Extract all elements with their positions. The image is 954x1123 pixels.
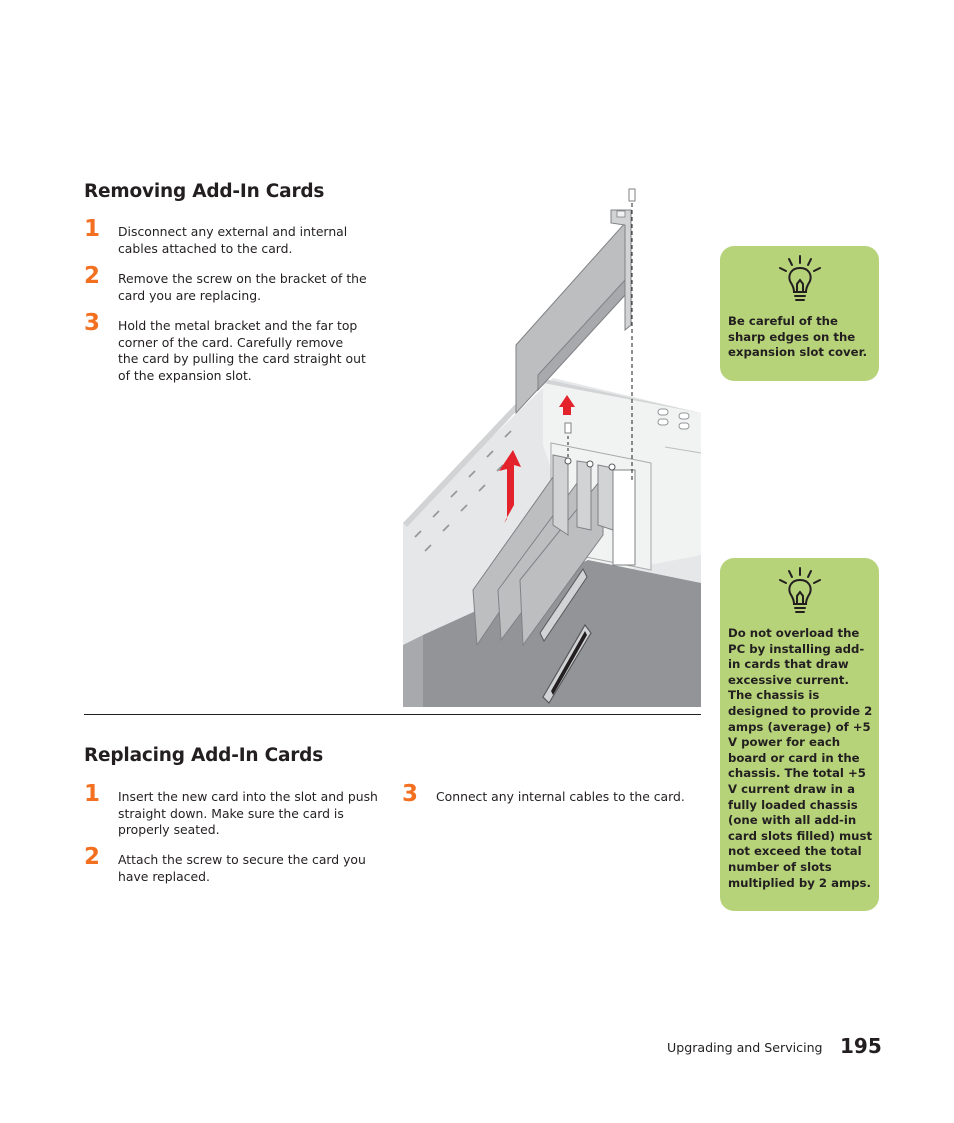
- section-divider: [84, 714, 701, 715]
- tip-text: Do not overload the PC by installing add-in cards that draw excessive current. The chassis is designed to provide 2 amps (average) of +5 V power for each board or card in the chassis. The total +5 V current draw in a fully loaded chassis (one with all add-in card slots filled) must not exceed the total number of slots multiplied by 2 amps.: [728, 626, 873, 890]
- card-removal-illustration: [403, 185, 701, 711]
- replacing-heading: Replacing Add-In Cards: [84, 745, 324, 766]
- step-text: Hold the metal bracket and the far top corner of the card. Carefully remove the card by pulling the card straight out of the expansion slot.: [118, 318, 366, 383]
- step-number: 2: [84, 263, 101, 289]
- step-text: Remove the screw on the bracket of the card you are replacing.: [118, 271, 367, 303]
- removing-heading: Removing Add-In Cards: [84, 181, 325, 202]
- tip-box-power: [720, 558, 879, 911]
- step-number: 3: [84, 310, 101, 336]
- step-number: 1: [84, 216, 101, 242]
- step-number: 2: [84, 844, 101, 870]
- lightbulb-icon: [776, 566, 824, 618]
- footer-section-title: Upgrading and Servicing: [667, 1040, 823, 1055]
- page-number: 195: [840, 1034, 882, 1058]
- step-number: 1: [84, 781, 101, 807]
- step-text: Connect any internal cables to the card.: [436, 789, 685, 804]
- step-text: Insert the new card into the slot and push straight down. Make sure the card is properly seated.: [118, 789, 378, 838]
- tip-text: Be careful of the sharp edges on the expansion slot cover.: [728, 314, 868, 360]
- lightbulb-icon: [776, 254, 824, 306]
- tip-box-sharp-edges: [720, 246, 879, 381]
- step-number: 3: [402, 781, 419, 807]
- step-text: Disconnect any external and internal cables attached to the card.: [118, 224, 348, 256]
- step-text: Attach the screw to secure the card you have replaced.: [118, 852, 366, 884]
